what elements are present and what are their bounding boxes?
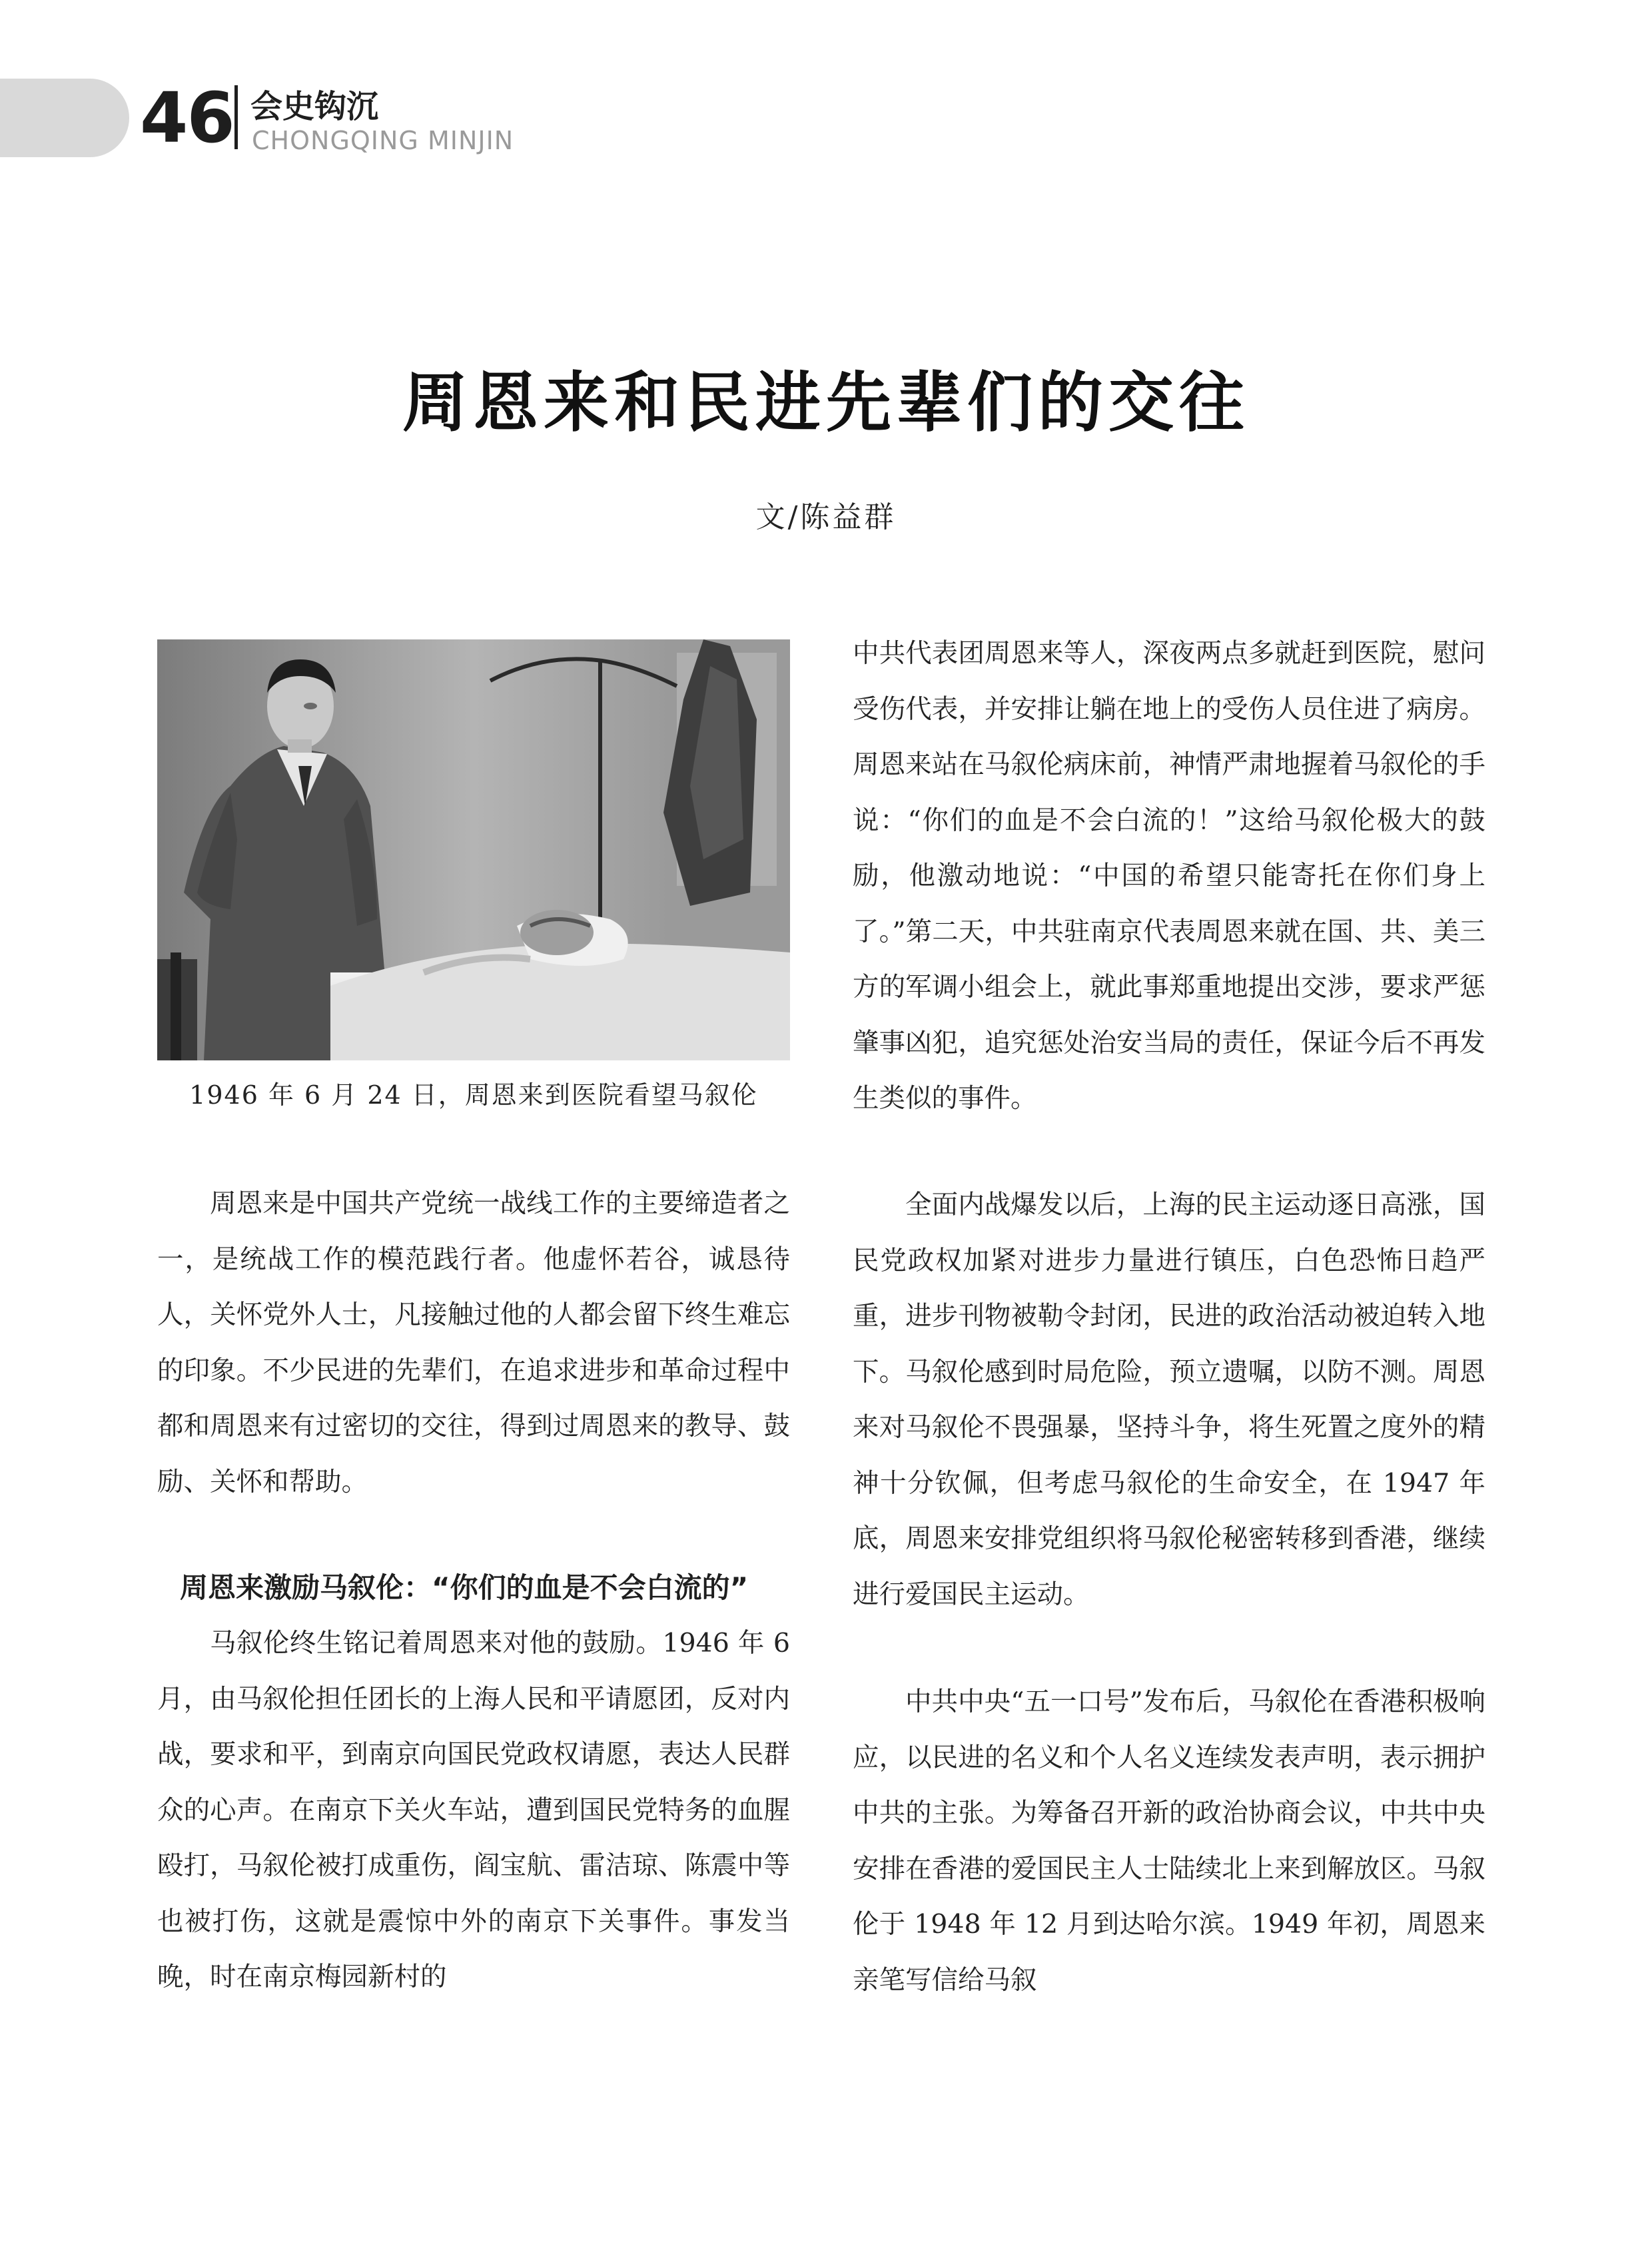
body-paragraph-right-3: 中共中央“五一口号”发布后，马叙伦在香港积极响应，以民进的名义和个人名义连续发表声明，表示拥护中共的主张。为筹备召开新的政治协商会议，中共中央安排在香港的爱国民主人士陆续北上来到解放区。马叙伦于 1948 年 12 月到达哈尔滨。1949 年初，周恩来亲笔写信给马叙 (853, 1686, 1485, 1996)
page-number: 46 (140, 77, 234, 159)
section-name: 会史钩沉 (250, 88, 379, 125)
article-photo (157, 639, 790, 1060)
photo-illustration (157, 639, 790, 1060)
article-title: 周恩来和民进先辈们的交往 (402, 365, 1250, 441)
photo-caption: 1946 年 6 月 24 日，周恩来到医院看望马叙伦 (189, 1080, 758, 1110)
magazine-name: CHONGQING MINJIN (252, 126, 514, 155)
body-paragraph-right-1: 中共代表团周恩来等人，深夜两点多就赶到医院，慰问受伤代表，并安排让躺在地上的受伤人员住进了病房。周恩来站在马叙伦病床前，神情严肃地握着马叙伦的手说：“你们的血是不会白流的！”这给马叙伦极大的鼓励，他激动地说：“中国的希望只能寄托在你们身上了。”第二天，中共驻南京代表周恩来就在国、共、美三方的军调小组会上，就此事郑重地提出交涉，要求严惩肇事凶犯，追究惩处治安当局的责任，保证今后不再发生类似的事件。 (853, 638, 1485, 1114)
page-tab (0, 79, 129, 157)
body-paragraph-left: 马叙伦终生铭记着周恩来对他的鼓励。1946 年 6 月，由马叙伦担任团长的上海人民和平请愿团，反对内战，要求和平，到南京向国民党政权请愿，表达人民群众的心声。在南京下关火车站，遭到国民党特务的血腥殴打，马叙伦被打成重伤，阎宝航、雷洁琼、陈震中等也被打伤，这就是震惊中外的南京下关事件。事发当晚，时在南京梅园新村的 (157, 1628, 790, 1992)
section-subheading: 周恩来激励马叙伦：“你们的血是不会白流的” (180, 1571, 749, 1604)
header-divider (234, 85, 238, 149)
intro-paragraph: 周恩来是中国共产党统一战线工作的主要缔造者之一，是统战工作的模范践行者。他虚怀若谷，诚恳待人，关怀党外人士，凡接触过他的人都会留下终生难忘的印象。不少民进的先辈们，在追求进步和革命过程中都和周恩来有过密切的交往，得到过周恩来的教导、鼓励、关怀和帮助。 (157, 1188, 790, 1497)
byline: 文/陈益群 (755, 500, 897, 534)
body-paragraph-right-2: 全面内战爆发以后，上海的民主运动逐日高涨，国民党政权加紧对进步力量进行镇压，白色恐怖日趋严重，进步刊物被勒令封闭，民进的政治活动被迫转入地下。马叙伦感到时局危险，预立遗嘱，以防不测。周恩来对马叙伦不畏强暴，坚持斗争，将生死置之度外的精神十分钦佩，但考虑马叙伦的生命安全，在 1947 年底，周恩来安排党组织将马叙伦秘密转移到香港，继续进行爱国民主运动。 (853, 1190, 1485, 1610)
